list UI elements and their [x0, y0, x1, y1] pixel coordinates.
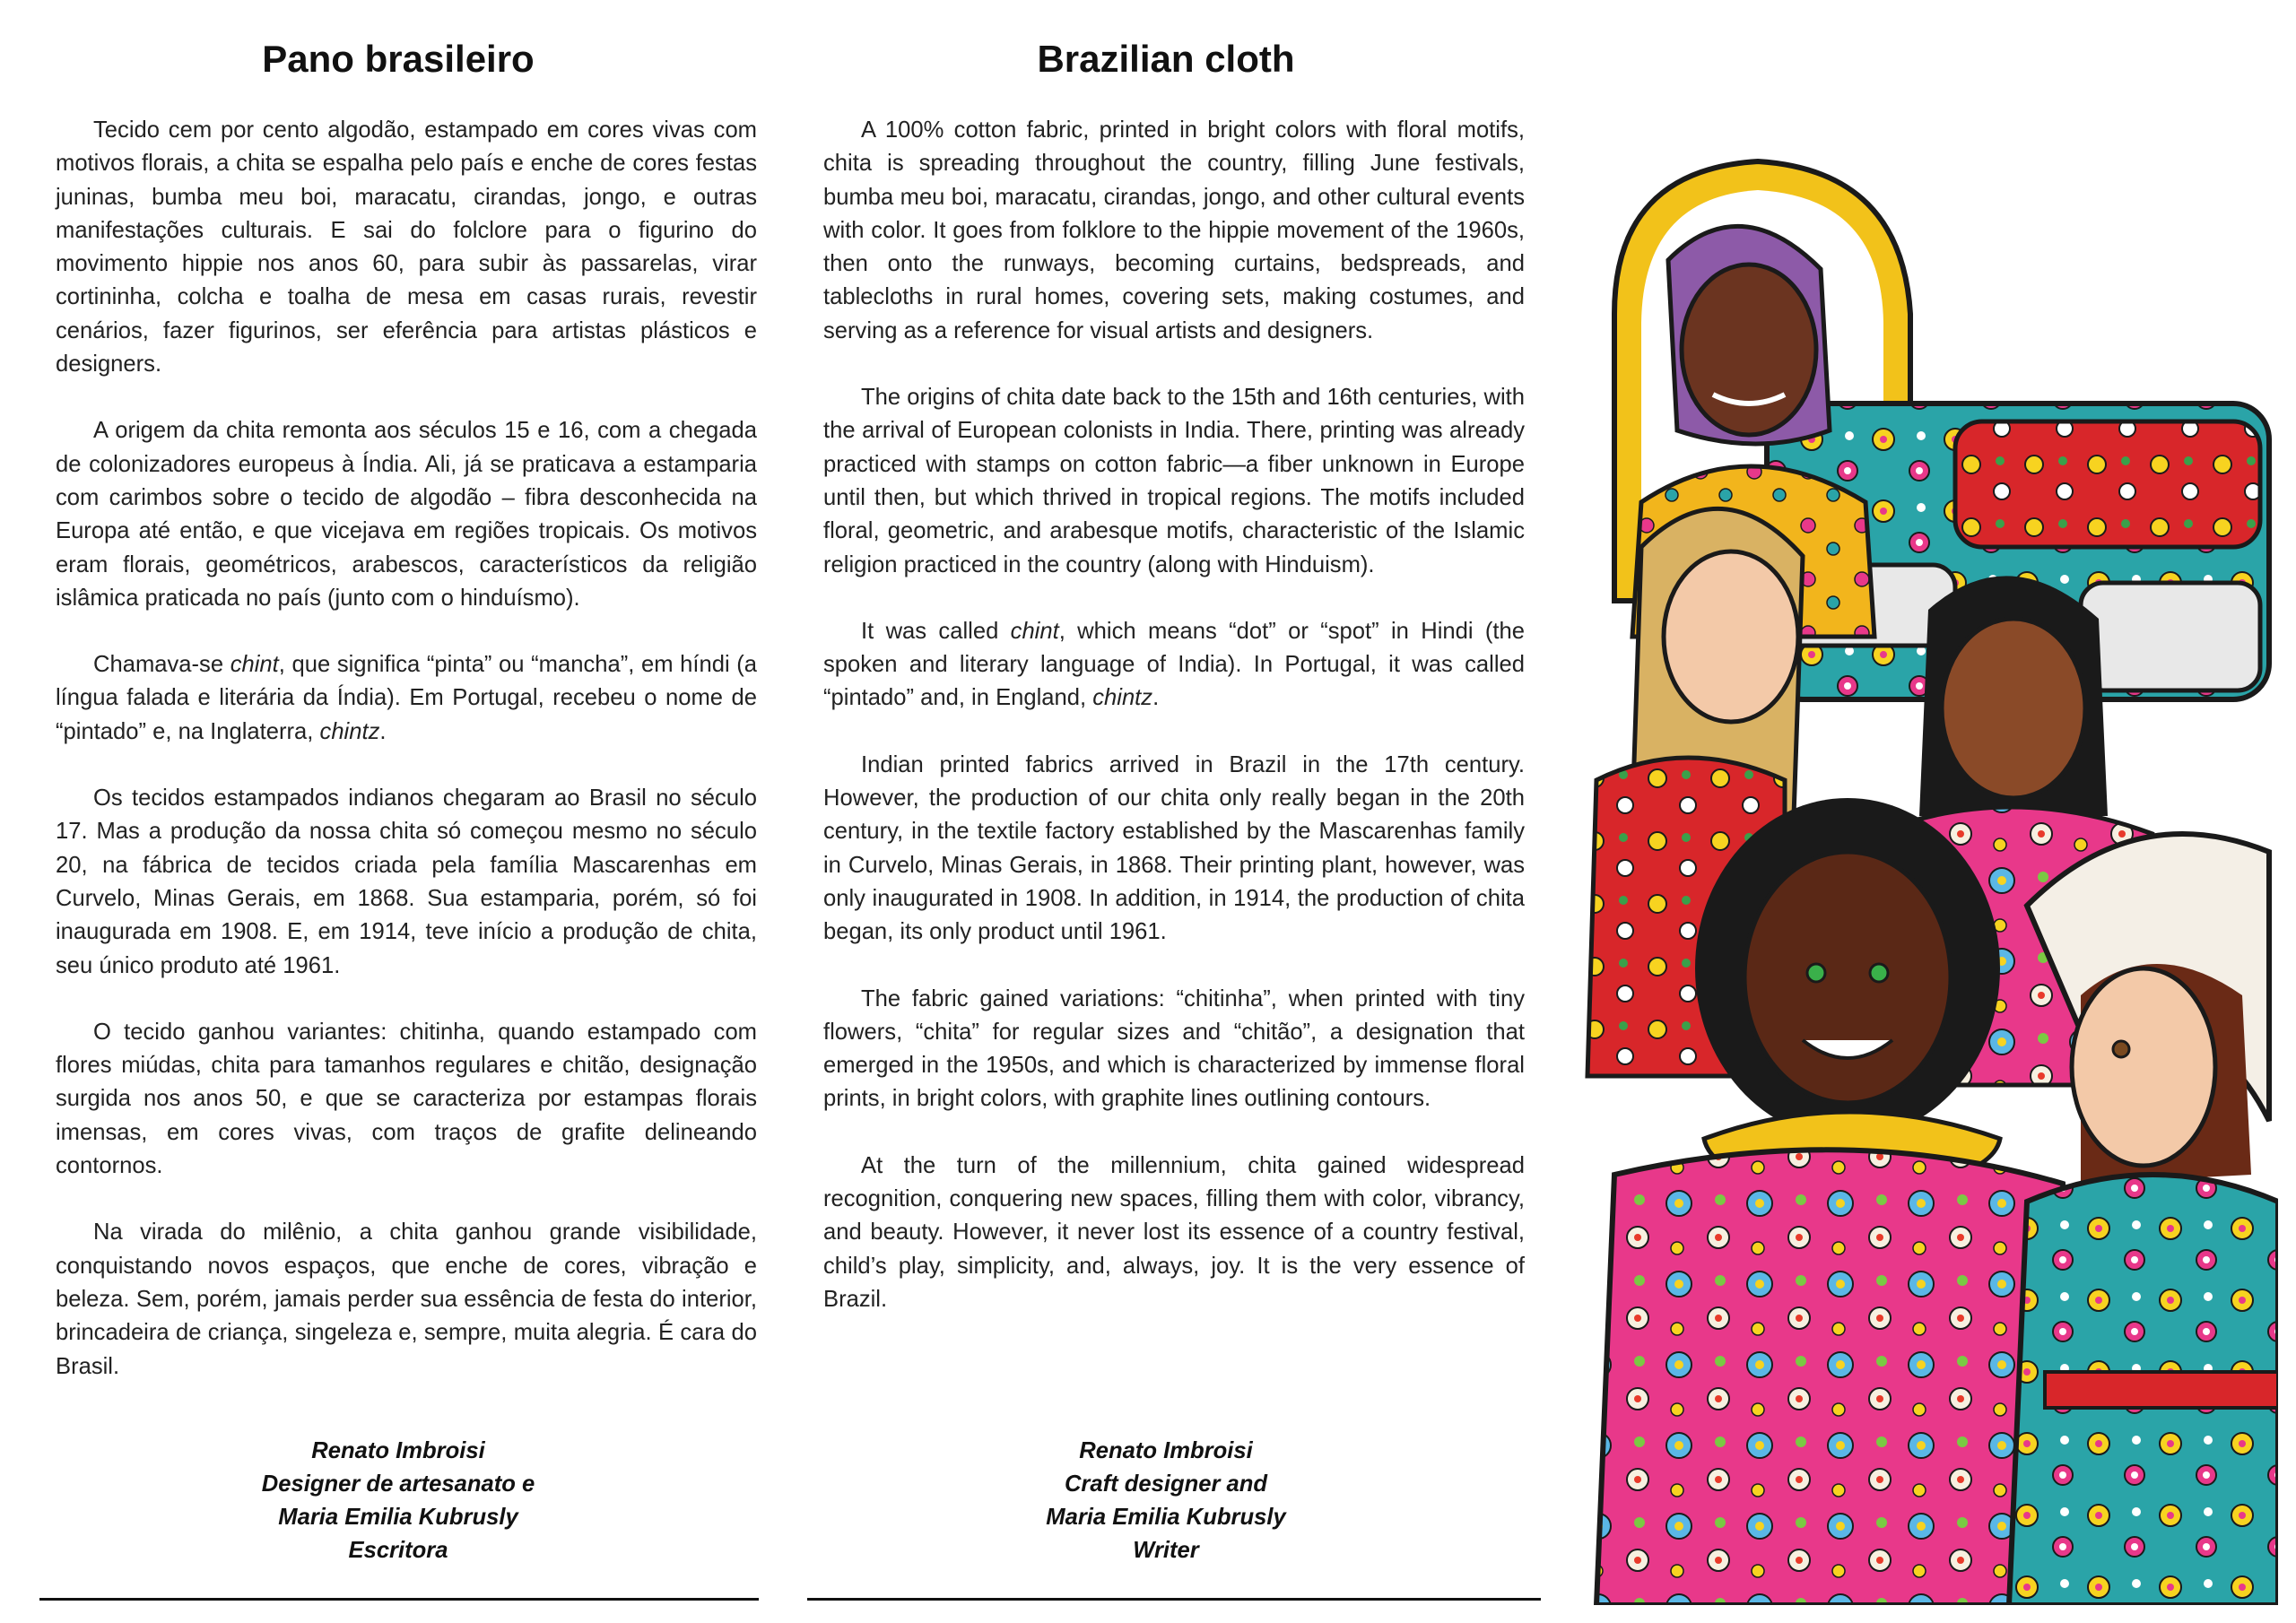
paragraph: Na virada do milênio, a chita ganhou grande visibilidade, conquistando novos espaços, que enche de cores, vibração e beleza. Sem, porém, jamais perder sua essência de festa do interior, brincadeira de criança, singeleza e, sempre, muita alegria. É cara do Brasil.: [56, 1219, 757, 1379]
author-name: Renato Imbroisi: [1079, 1438, 1253, 1463]
paragraph-text: It was called: [861, 618, 1011, 644]
paragraph: A 100% cotton fabric, printed in bright colors with floral motifs, chita is spreading throughout the country, filling June festivals, bumba meu boi, maracatu, cirandas, jongo, and other cultural events with color. It goes from folklore to the hippie movement of the 1960s, then onto the runways, becoming curtains, bedspreads, and tablecloths in rural homes, covering sets, making costumes, and serving as a reference for visual artists and designers.: [823, 117, 1525, 343]
paragraph-text: .: [1152, 685, 1160, 711]
paragraph: [56, 648, 757, 749]
author-name: Maria Emilia Kubrusly: [278, 1505, 518, 1530]
paragraph-text: , which means “dot” or “spot” in Hindi (the spoken and literary language of India). In Portugal, it was called “pintado” and, in England,: [823, 618, 1525, 711]
author-name: Renato Imbroisi: [311, 1438, 485, 1463]
paragraph: Indian printed fabrics arrived in Brazil in the 17th century. However, the production of our chita only really began in the 20th century, in the textile factory established by the Mascarenhas family in Curvelo, Minas Gerais, in 1868. Their printing plant, however, was only inaugurated in 1908. In addition, in 1914, the production of chita began, its only product until 1961.: [823, 751, 1525, 945]
author-role: Craft designer and: [1064, 1471, 1268, 1497]
emphasis-term: chintz: [1092, 685, 1153, 711]
author-role: Designer de artesanato e: [261, 1471, 535, 1497]
paragraph: O tecido ganhou variantes: chitinha, quando estampado com flores miúdas, chita para tamanhos regulares e chitão, designação surgida nos anos 50, e que se caracteriza por estampas florais imensas, em cores vivas, com traços de grafite delineando contornos.: [56, 1019, 757, 1179]
paragraph: Os tecidos estampados indianos chegaram ao Brasil no século 17. Mas a produção da nossa chita só começou mesmo no século 20, na fábrica de tecidos criada pela família Mascarenhas em Curvelo, Minas Gerais, em 1868. Sua estamparia, porém, só foi inaugurada em 1908. E, em 1914, teve início a produção de chita, seu único produto até 1961.: [56, 785, 757, 978]
article-body-en: [823, 114, 1525, 1350]
paragraph: [823, 615, 1525, 716]
paragraph-text: .: [379, 718, 387, 744]
page-title-en: Brazilian cloth: [1037, 38, 1295, 80]
page-title-pt: Pano brasileiro: [262, 38, 535, 80]
divider-rule: [807, 1598, 1541, 1601]
paragraph: At the turn of the millennium, chita gained widespread recognition, conquering new spaces, filling them with color, vibrancy, and beauty. However, it never lost its essence of a country festival, child’s play, simplicity, and, always, joy. It is the very essence of Brazil.: [823, 1152, 1525, 1312]
signature-block-en: [807, 1435, 1525, 1567]
signature-block-pt: [39, 1435, 757, 1567]
emphasis-term: chintz: [319, 718, 380, 744]
emphasis-term: chint: [1010, 618, 1059, 644]
paragraph: The fabric gained variations: “chitinha”, when printed with tiny flowers, “chita” for regular sizes and “chitão”, a designation that emerged in the 1950s, and which is characterized by immense floral prints, in bright colors, with graphite lines outlining contours.: [823, 985, 1525, 1112]
paragraph-text: , que significa “pinta” ou “mancha”, em híndi (a língua falada e literária da Índia). Em Portugal, recebeu o nome de “pintado” e, na Inglaterra,: [56, 652, 758, 744]
paragraph: A origem da chita remonta aos séculos 15 e 16, com a chegada de colonizadores europeus à Índia. Ali, já se praticava a estamparia com carimbos sobre o tecido de algodão – fibra desconhecida na Europa até então, e que vicejava em regiões tropicais. Os motivos eram florais, geométricos, arabescos, característicos da religião islâmica praticada no país (junto com o hinduísmo).: [56, 418, 757, 611]
divider-rule: [39, 1598, 759, 1601]
women-in-chita-illustration: [1578, 135, 2278, 1605]
paragraph: The origins of chita date back to the 15th and 16th centuries, with the arrival of European colonists in India. There, printing was already practiced with stamps on cotton fabric—a fiber unknown in Europe until then, but which thrived in tropical regions. The motifs included floral, geometric, and arabesque motifs, characteristic of the Islamic religion practiced in the country (along with Hinduism).: [823, 385, 1525, 577]
emphasis-term: chint: [230, 652, 279, 678]
author-role: Escritora: [348, 1538, 448, 1563]
article-body-pt: [56, 114, 757, 1417]
author-name: Maria Emilia Kubrusly: [1046, 1505, 1286, 1530]
paragraph: Tecido cem por cento algodão, estampado em cores vivas com motivos florais, a chita se espalha pelo país e enche de cores festas juninas, bumba meu boi, maracatu, cirandas, jongo, e outras manifestações culturais. E sai do folclore para o figurino do movimento hippie nos anos 60, para subir às passarelas, virar cortininha, colcha e toalha de mesa em casas rurais, revestir cenários, fazer figurinos, ser eferência para artistas plásticos e designers.: [56, 117, 757, 378]
paragraph-text: Chamava-se: [93, 652, 230, 678]
author-role: Writer: [1133, 1538, 1199, 1563]
